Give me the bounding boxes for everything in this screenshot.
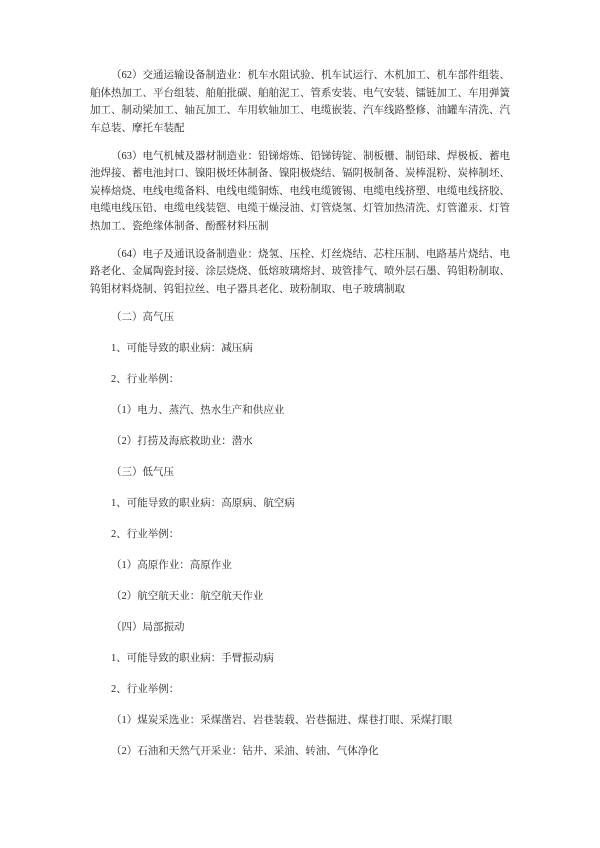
- section-heading-low-pressure: （三）低气压: [111, 466, 174, 478]
- industry-paragraph-63: （63）电气机械及器材制造业：铅锑熔炼、铅锑铸锭、制板栅、制铅球、焊极板、蓄电池焊接、蓄电池封口、镍阳极坯体制备、镍阳极烧结、镉阴极制备、炭棒混粉、炭棒制坯、炭棒焙烧、电线电缆备料、电线电缆铜炼、电线电缆镀锡、电缆电线挤塑、电缆电线挤胶、电缆电线压铅、电缆电线装铠、电缆干燥浸油、灯管烧氢、灯管加热清洗、灯管灌汞、灯管热加工、瓷绝缘体制备、酚醛材料压制: [90, 150, 510, 232]
- local-vibration-example-1: （1）煤炭采选业：采煤凿岩、岩巷装载、岩巷掘进、煤巷打眼、采煤打眼: [111, 714, 453, 726]
- high-pressure-disease: 1、可能导致的职业病：减压病: [111, 342, 253, 354]
- document-body: [90, 67, 510, 760]
- low-pressure-disease: 1、可能导致的职业病：高原病、航空病: [111, 497, 295, 509]
- high-pressure-examples-label: 2、行业举例：: [111, 373, 180, 385]
- low-pressure-example-1: （1）高原作业：高原作业: [111, 559, 232, 571]
- industry-paragraph-62: （62）交通运输设备制造业：机车水阻试验、机车试运行、木机加工、机车部件组装、舶体热加工、平台组装、舶舶批碳、舶舶泥工、管系安装、电气安装、镭链加工、车用弹簧加工、制动梁加工、轴瓦加工、车用软轴加工、电缆嵌装、汽车线路整修、油罐车清洗、汽车总装、摩托车装配: [90, 70, 510, 134]
- section-heading-local-vibration: （四）局部振动: [111, 621, 185, 633]
- low-pressure-examples-label: 2、行业举例：: [111, 528, 180, 540]
- low-pressure-example-2: （2）航空航天业：航空航天作业: [111, 590, 264, 602]
- local-vibration-example-2: （2）石油和天然气开采业：钻井、采油、转油、气体净化: [111, 745, 379, 757]
- high-pressure-example-2: （2）打捞及海底救助业：潜水: [111, 435, 253, 447]
- section-heading-high-pressure: （二）高气压: [111, 311, 174, 323]
- industry-paragraph-64: （64）电子及通讯设备制造业：烧氢、压栓、灯丝烧结、芯柱压制、电路基片烧结、电路老化、金属陶瓷封接、涂层烧烧、低熔玻璃熔封、玻管排气、喷外层石墨、钨钼粉制取、钨钼材料烧制、钨钼拉丝、电子器具老化、玻粉制取、电子玻璃制取: [90, 248, 510, 295]
- high-pressure-example-1: （1）电力、蒸汽、热水生产和供应业: [111, 404, 285, 416]
- local-vibration-disease: 1、可能导致的职业病：手臂振动病: [111, 652, 274, 664]
- local-vibration-examples-label: 2、行业举例：: [111, 683, 180, 695]
